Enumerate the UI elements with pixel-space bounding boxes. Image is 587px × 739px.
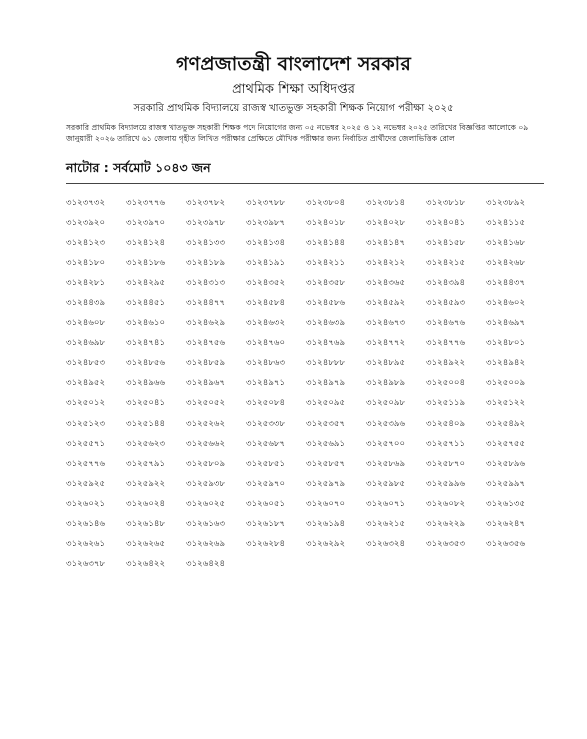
roll-number: ৩১২৫১২২ <box>486 398 526 409</box>
roll-number: ৩১২৫৯২২ <box>126 478 166 489</box>
roll-number: ৩১২৪৯৭১ <box>246 378 286 389</box>
roll-number: ৩১২৬১৯৪ <box>306 518 346 529</box>
roll-number: ৩১২৪১১৫ <box>486 218 526 229</box>
roll-number: ৩১২৪৬০৮ <box>66 318 106 329</box>
roll-number: ৩১২৪৫৯২ <box>366 298 406 309</box>
roll-number: ৩১২৫৯৯৭ <box>486 478 526 489</box>
roll-number: ৩১২৬৩৫৬ <box>486 538 526 549</box>
heading-divider <box>66 183 544 184</box>
roll-number: ৩১২৬২৪৭ <box>486 518 526 529</box>
roll-number: ৩১২৫৯৮৫ <box>366 478 406 489</box>
roll-number: ৩১২৪২৮১ <box>66 278 106 289</box>
roll-number: ৩১২৪০৪১ <box>426 218 466 229</box>
roll-number: ৩১২৫৮০৯ <box>186 458 226 469</box>
roll-number: ৩১২৫৭৫৫ <box>486 438 526 449</box>
roll-number: ৩১২৪৬৭৬ <box>426 318 466 329</box>
roll-number: ৩১২৫৯৩৮ <box>186 478 226 489</box>
roll-number: ৩১২৬২৯২ <box>306 538 346 549</box>
roll-number: ৩১২৪৬১০ <box>126 318 166 329</box>
roll-number: ৩১২৪২১২ <box>366 258 406 269</box>
roll-number-grid <box>66 196 546 577</box>
roll-number: ৩১২৫৪০৯ <box>426 418 466 429</box>
roll-number: ৩১২৫৮৫৭ <box>306 458 346 469</box>
roll-number: ৩১২৪১৮৬ <box>126 258 166 269</box>
roll-number: ৩১২৩৮৯২ <box>486 198 526 208</box>
roll-number: ৩১২৪৭৭২ <box>366 338 406 349</box>
roll-number: ৩১২৪১৫৮ <box>426 238 466 249</box>
roll-number: ৩১২৫৯৭৯ <box>306 478 346 489</box>
roll-number: ৩১২৪৫৮৪ <box>246 298 286 309</box>
roll-number: ৩১২৩৯৮৭ <box>246 218 286 229</box>
roll-number: ৩১২৪৯৪২ <box>486 358 526 369</box>
government-title: গণপ্রজাতন্ত্রী বাংলাদেশ সরকার <box>176 53 411 75</box>
roll-number: ৩১২৪৮৮৮ <box>306 358 346 369</box>
roll-number: ৩১২৫৯২৫ <box>66 478 106 489</box>
roll-number: ৩১২৫৭১১ <box>426 438 466 449</box>
roll-number: ৩১২৬১৪৮ <box>126 518 166 529</box>
roll-number: ৩১২৫৭৭৬ <box>66 458 106 469</box>
roll-number: ৩১২৫৬৬২ <box>186 438 226 449</box>
roll-number: ৩১২৫১৪৪ <box>126 418 166 429</box>
roll-number: ৩১২৫৪৯২ <box>486 418 526 429</box>
roll-number: ৩১২৪৬২৯ <box>186 318 226 329</box>
roll-number: ৩১২৬০৭১ <box>366 498 406 509</box>
roll-number: ৩১২৪১৯১ <box>246 258 286 269</box>
roll-number: ৩১২৫৩৯৬ <box>366 418 406 429</box>
roll-number: ৩১২৬২৬৫ <box>126 538 166 549</box>
roll-number: ৩১২৩৭৮২ <box>186 198 226 208</box>
notice-text: সরকারি প্রাথমিক বিদ্যালয়ে রাজস্ব খাতভুক্ত সহকারী শিক্ষক পদে নিয়োগের জন্য ০৫ নভেম্বর ২০২৫ ও ১২ নভেম্বর ২০২৫ তারিখের বিজ্ঞপ্তির আলোকে ০৯ জানুয়ারী ২০২৬ তারিখে ৬১ জেলায় গৃহীত লিখিত পরীক্ষার প্রেক্ষিতে মৌখিক পরীক্ষার জন্য নির্বাচিত প্রার্থীদের জেলাভিত্তিক রোল <box>66 123 529 143</box>
roll-number: ৩১২৬২১৫ <box>366 518 406 529</box>
roll-number: ৩১২৫২৬২ <box>186 418 226 429</box>
roll-number: ৩১২৫৯৭০ <box>246 478 286 489</box>
roll-number: ৩১২৫৮৯৬ <box>486 458 526 469</box>
roll-number: ৩১২৪৮৫৬ <box>126 358 166 369</box>
roll-number: ৩১২৪৯৮৯ <box>366 378 406 389</box>
exam-title: সরকারি প্রাথমিক বিদ্যালয়ে রাজস্ব খাতভুক্ত সহকারী শিক্ষক নিয়োগ পরীক্ষা ২০২৫ <box>133 103 454 114</box>
roll-number: ৩১২৬২২৯ <box>426 518 466 529</box>
roll-number: ৩১২৪৬৩২ <box>246 318 286 329</box>
roll-number: ৩১২৪৮৬৩ <box>246 358 286 369</box>
roll-number: ৩১২৬০৫১ <box>246 498 286 509</box>
roll-number: ৩১২৬২৬৯ <box>186 538 226 549</box>
roll-number: ৩১২৪২৯৫ <box>126 278 166 289</box>
roll-number: ৩১২৪৩৫৮ <box>306 278 346 289</box>
roll-number: ৩১২৬০২৪ <box>126 498 166 509</box>
roll-number: ৩১২৫৩৩৮ <box>246 418 286 429</box>
roll-number: ৩১২৩৯৭০ <box>126 218 166 229</box>
roll-number: ৩১২৩৭৭৬ <box>126 198 166 208</box>
roll-number: ৩১২৪৯৭৯ <box>306 378 346 389</box>
roll-number: ৩১২৩৯৭৮ <box>186 218 226 229</box>
roll-number: ৩১২৪৬৯৮ <box>66 338 106 349</box>
roll-number: ৩১২৫৮৭০ <box>426 458 466 469</box>
roll-number: ৩১২৫০৯৫ <box>306 398 346 409</box>
roll-number: ৩১২৬৪২৪ <box>186 558 226 569</box>
roll-number: ৩১২৪৭৭৬ <box>426 338 466 349</box>
roll-number: ৩১২৬৩২৪ <box>366 538 406 549</box>
roll-number: ৩১২৪৩৫২ <box>246 278 286 289</box>
roll-number: ৩১২৩৯২০ <box>66 218 106 229</box>
roll-number: ৩১২৪১৮৯ <box>186 258 226 269</box>
roll-number: ৩১২৪৪৩৯ <box>66 298 106 309</box>
roll-number: ৩১২৪৩৬৫ <box>366 278 406 289</box>
roll-number: ৩১২৫৮৫১ <box>246 458 286 469</box>
roll-number: ৩১২৫৮৬৯ <box>366 458 406 469</box>
roll-number: ৩১২৪২৬৮ <box>486 258 526 269</box>
roll-number: ৩১২৫৬৯১ <box>306 438 346 449</box>
roll-number: ৩১২৫০০৯ <box>486 378 526 389</box>
roll-number: ৩১২৪৬৩৯ <box>306 318 346 329</box>
roll-number: ৩১২৪৩১৩ <box>186 278 226 289</box>
roll-number: ৩১২৬১৪৬ <box>66 518 106 529</box>
roll-number: ৩১২৩৭৩২ <box>66 198 106 208</box>
roll-number: ৩১২৬১৬৩ <box>186 518 226 529</box>
roll-number: ৩১২৪৬০২ <box>486 298 526 309</box>
district-heading: নাটোর : সর্বমোট ১০৪৩ জন <box>66 160 211 175</box>
roll-number: ৩১২৪১২৩ <box>66 238 106 249</box>
roll-number: ৩১২৪৫৯৩ <box>426 298 466 309</box>
roll-number: ৩১২৪৪৭৭ <box>186 298 226 309</box>
roll-number: ৩১২৬০৮২ <box>426 498 466 509</box>
roll-number: ৩১২৬২৬১ <box>66 538 106 549</box>
roll-number: ৩১২৪৩৯৪ <box>426 278 466 289</box>
roll-number: ৩১২৪৯৬৬ <box>126 378 166 389</box>
roll-number: ৩১২৪৪৫১ <box>126 298 166 309</box>
roll-number: ৩১২৫০৫২ <box>186 398 226 409</box>
roll-number: ৩১২৬৩৭৮ <box>66 558 106 569</box>
roll-number: ৩১২৪৭৫৬ <box>186 338 226 349</box>
roll-number: ৩১২৫০০৪ <box>426 378 466 389</box>
roll-number: ৩১২৫৭০০ <box>366 438 406 449</box>
roll-number: ৩১২৪৬৯৭ <box>486 318 526 329</box>
roll-number: ৩১২৫১১৯ <box>426 398 466 409</box>
roll-number: ৩১২৬০২৫ <box>186 498 226 509</box>
roll-number: ৩১২৪১৬৮ <box>486 238 526 249</box>
roll-number: ৩১২৬০৭০ <box>306 498 346 509</box>
roll-number: ৩১২৪৯২২ <box>426 358 466 369</box>
roll-number: ৩১২৪৭৪১ <box>126 338 166 349</box>
roll-number: ৩১২৩৮১৮ <box>426 198 466 208</box>
roll-number: ৩১২৪২১৫ <box>426 258 466 269</box>
roll-number: ৩১২৬০২১ <box>66 498 106 509</box>
roll-number: ৩১২৫৬২৩ <box>126 438 166 449</box>
roll-number: ৩১২৫৩৫৭ <box>306 418 346 429</box>
roll-number: ৩১২৫০৯৮ <box>366 398 406 409</box>
roll-number: ৩১২৪০১৮ <box>306 218 346 229</box>
roll-number: ৩১২৪৯৬৭ <box>186 378 226 389</box>
roll-number: ৩১২৪৫৮৬ <box>306 298 346 309</box>
roll-number: ৩১২৬৪২২ <box>126 558 166 569</box>
roll-number: ৩১২৩৮০৪ <box>306 198 346 208</box>
roll-number: ৩১২৫৬৮৭ <box>246 438 286 449</box>
roll-number: ৩১২৫০৪১ <box>126 398 166 409</box>
roll-number: ৩১২৪৭৬০ <box>246 338 286 349</box>
roll-number: ৩১২৩৭৮৮ <box>246 198 286 208</box>
roll-number: ৩১২৫১২৩ <box>66 418 106 429</box>
roll-number: ৩১২৪১২৪ <box>126 238 166 249</box>
roll-number: ৩১২৫০৮৪ <box>246 398 286 409</box>
roll-number: ৩১২৩৮১৪ <box>366 198 406 208</box>
roll-number: ৩১২৬২৮৪ <box>246 538 286 549</box>
roll-number: ৩১২৪১৩৩ <box>186 238 226 249</box>
roll-number: ৩১২৪১৪৪ <box>306 238 346 249</box>
roll-number: ৩১২৪৮০১ <box>486 338 526 349</box>
roll-number: ৩১২৪২১১ <box>306 258 346 269</box>
roll-number: ৩১২৪০২৮ <box>366 218 406 229</box>
roll-number: ৩১২৫০১২ <box>66 398 106 409</box>
roll-number: ৩১২৪৪৩৭ <box>486 278 526 289</box>
department-name: প্রাথমিক শিক্ষা অধিদপ্তর <box>232 82 355 97</box>
roll-number: ৩১২৪১৩৪ <box>246 238 286 249</box>
roll-number: ৩১২৬১৩৫ <box>486 498 526 509</box>
roll-number: ৩১২৪৮৫৯ <box>186 358 226 369</box>
roll-number: ৩১২৪৬৭৩ <box>366 318 406 329</box>
roll-number: ৩১২৫৫৭১ <box>66 438 106 449</box>
roll-number: ৩১২৬১৮৭ <box>246 518 286 529</box>
roll-number: ৩১২৪১৮০ <box>66 258 106 269</box>
roll-number: ৩১২৬৩৫৩ <box>426 538 466 549</box>
roll-number: ৩১২৪৭৬৯ <box>306 338 346 349</box>
roll-number: ৩১২৫৭৯১ <box>126 458 166 469</box>
roll-number: ৩১২৪৯৫২ <box>66 378 106 389</box>
roll-number: ৩১২৪১৪৭ <box>366 238 406 249</box>
roll-number: ৩১২৪৮৫৩ <box>66 358 106 369</box>
roll-number: ৩১২৫৯৯৬ <box>426 478 466 489</box>
roll-number: ৩১২৪৮৯৫ <box>366 358 406 369</box>
